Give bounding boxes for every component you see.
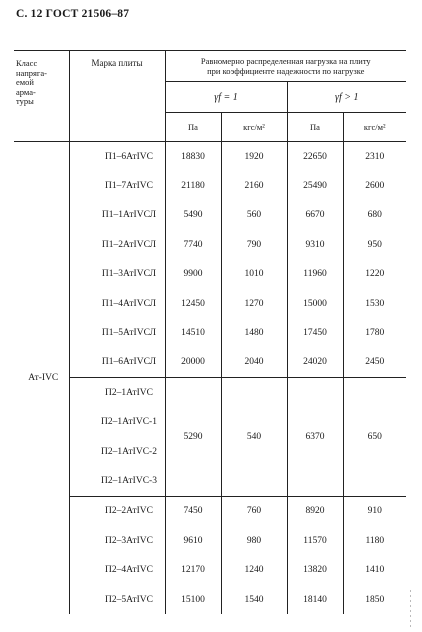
pa1-cell: 9900 bbox=[165, 260, 221, 289]
pa1-cell: 7450 bbox=[165, 496, 221, 526]
class-value: Ат-IVC bbox=[28, 373, 59, 384]
table-row bbox=[14, 260, 406, 289]
load-column-header: Равномерно распределенная нагрузка на плиту при коэффициенте надежности по нагрузке bbox=[165, 51, 406, 82]
table-row bbox=[14, 289, 406, 318]
mark-cell: П1–3АтIVСЛ bbox=[69, 260, 165, 289]
mark-cell: П2–4АтIVC bbox=[69, 555, 165, 584]
table-row bbox=[14, 142, 406, 172]
kgs2-cell: 650 bbox=[343, 378, 406, 497]
kgs1-cell: 540 bbox=[221, 378, 287, 497]
page-header: С. 12 ГОСТ 21506–87 bbox=[16, 8, 130, 20]
pa1-cell: 21180 bbox=[165, 171, 221, 200]
mark-cell: П2–1АтIVC bbox=[69, 378, 165, 408]
kgs1-cell: 1480 bbox=[221, 318, 287, 347]
gamma-one-header: γf = 1 bbox=[165, 82, 287, 113]
kgs1-cell: 2160 bbox=[221, 171, 287, 200]
pa1-cell: 5490 bbox=[165, 201, 221, 230]
pa1-cell: 12170 bbox=[165, 555, 221, 584]
table-row bbox=[14, 171, 406, 200]
mark-cell: П2–5АтIVC bbox=[69, 585, 165, 614]
kgs1-cell: 1240 bbox=[221, 555, 287, 584]
table-row bbox=[14, 585, 406, 614]
kgs1-cell: 760 bbox=[221, 496, 287, 526]
table-row bbox=[14, 526, 406, 555]
mark-cell: П1–6АтIVC bbox=[69, 142, 165, 172]
mark-cell: П2–1АтIVC-1 bbox=[69, 408, 165, 437]
table-row bbox=[14, 378, 406, 408]
table-row bbox=[14, 230, 406, 259]
table-row bbox=[14, 496, 406, 526]
pa1-cell: 15100 bbox=[165, 585, 221, 614]
pa2-cell: 13820 bbox=[287, 555, 343, 584]
pa2-cell: 24020 bbox=[287, 348, 343, 378]
pa1-cell: 12450 bbox=[165, 289, 221, 318]
pa1-cell: 5290 bbox=[165, 378, 221, 497]
mark-cell: П1–7АтIVC bbox=[69, 171, 165, 200]
pa2-cell: 11570 bbox=[287, 526, 343, 555]
mark-cell: П2–1АтIVC-2 bbox=[69, 437, 165, 466]
class-column-header: Класс напряга- емой арма- туры bbox=[14, 51, 69, 142]
kgs2-cell: 1530 bbox=[343, 289, 406, 318]
table-row bbox=[14, 348, 406, 378]
kgs1-cell: 790 bbox=[221, 230, 287, 259]
kgs1-cell: 980 bbox=[221, 526, 287, 555]
kgs1-cell: 1920 bbox=[221, 142, 287, 172]
pa2-cell: 17450 bbox=[287, 318, 343, 347]
kgs1-cell: 560 bbox=[221, 201, 287, 230]
kgs2-cell: 1410 bbox=[343, 555, 406, 584]
kgs2-cell: 1180 bbox=[343, 526, 406, 555]
pa2-cell: 15000 bbox=[287, 289, 343, 318]
pa1-cell: 9610 bbox=[165, 526, 221, 555]
kgs2-cell: 950 bbox=[343, 230, 406, 259]
kgs2-cell: 2450 bbox=[343, 348, 406, 378]
pa2-cell: 11960 bbox=[287, 260, 343, 289]
kgs2-cell: 910 bbox=[343, 496, 406, 526]
mark-cell: П1–6АтIVСЛ bbox=[69, 348, 165, 378]
mark-cell: П2–1АтIVC-3 bbox=[69, 466, 165, 496]
mark-cell: П2–3АтIVC bbox=[69, 526, 165, 555]
gamma-gt-one-header: γf > 1 bbox=[287, 82, 406, 113]
pa2-cell: 22650 bbox=[287, 142, 343, 172]
kgs2-cell: 1850 bbox=[343, 585, 406, 614]
table-row bbox=[14, 318, 406, 347]
kgs2-cell: 2310 bbox=[343, 142, 406, 172]
pa1-cell: 14510 bbox=[165, 318, 221, 347]
kgs1-cell: 1270 bbox=[221, 289, 287, 318]
pa1-cell: 7740 bbox=[165, 230, 221, 259]
kgs1-cell: 2040 bbox=[221, 348, 287, 378]
kgs2-cell: 1220 bbox=[343, 260, 406, 289]
pa2-cell: 25490 bbox=[287, 171, 343, 200]
unit-kgs-2: кгс/м² bbox=[343, 113, 406, 142]
pa2-cell: 6670 bbox=[287, 201, 343, 230]
unit-kgs-1: кгс/м² bbox=[221, 113, 287, 142]
pa2-cell: 6370 bbox=[287, 378, 343, 497]
kgs2-cell: 2600 bbox=[343, 171, 406, 200]
mark-column-header: Марка плиты bbox=[69, 51, 165, 142]
pa1-cell: 20000 bbox=[165, 348, 221, 378]
pa1-cell: 18830 bbox=[165, 142, 221, 172]
pa2-cell: 9310 bbox=[287, 230, 343, 259]
kgs2-cell: 1780 bbox=[343, 318, 406, 347]
kgs1-cell: 1540 bbox=[221, 585, 287, 614]
pa2-cell: 18140 bbox=[287, 585, 343, 614]
mark-cell: П1–1АтIVСЛ bbox=[69, 201, 165, 230]
scan-margin-line bbox=[410, 590, 411, 630]
load-table bbox=[14, 50, 406, 614]
table-row bbox=[14, 201, 406, 230]
pa2-cell: 8920 bbox=[287, 496, 343, 526]
mark-cell: П1–4АтIVСЛ bbox=[69, 289, 165, 318]
unit-pa-2: Па bbox=[287, 113, 343, 142]
kgs1-cell: 1010 bbox=[221, 260, 287, 289]
mark-cell: П2–2АтIVC bbox=[69, 496, 165, 526]
table-row bbox=[14, 555, 406, 584]
kgs2-cell: 680 bbox=[343, 201, 406, 230]
mark-cell: П1–2АтIVСЛ bbox=[69, 230, 165, 259]
mark-cell: П1–5АтIVСЛ bbox=[69, 318, 165, 347]
unit-pa-1: Па bbox=[165, 113, 221, 142]
